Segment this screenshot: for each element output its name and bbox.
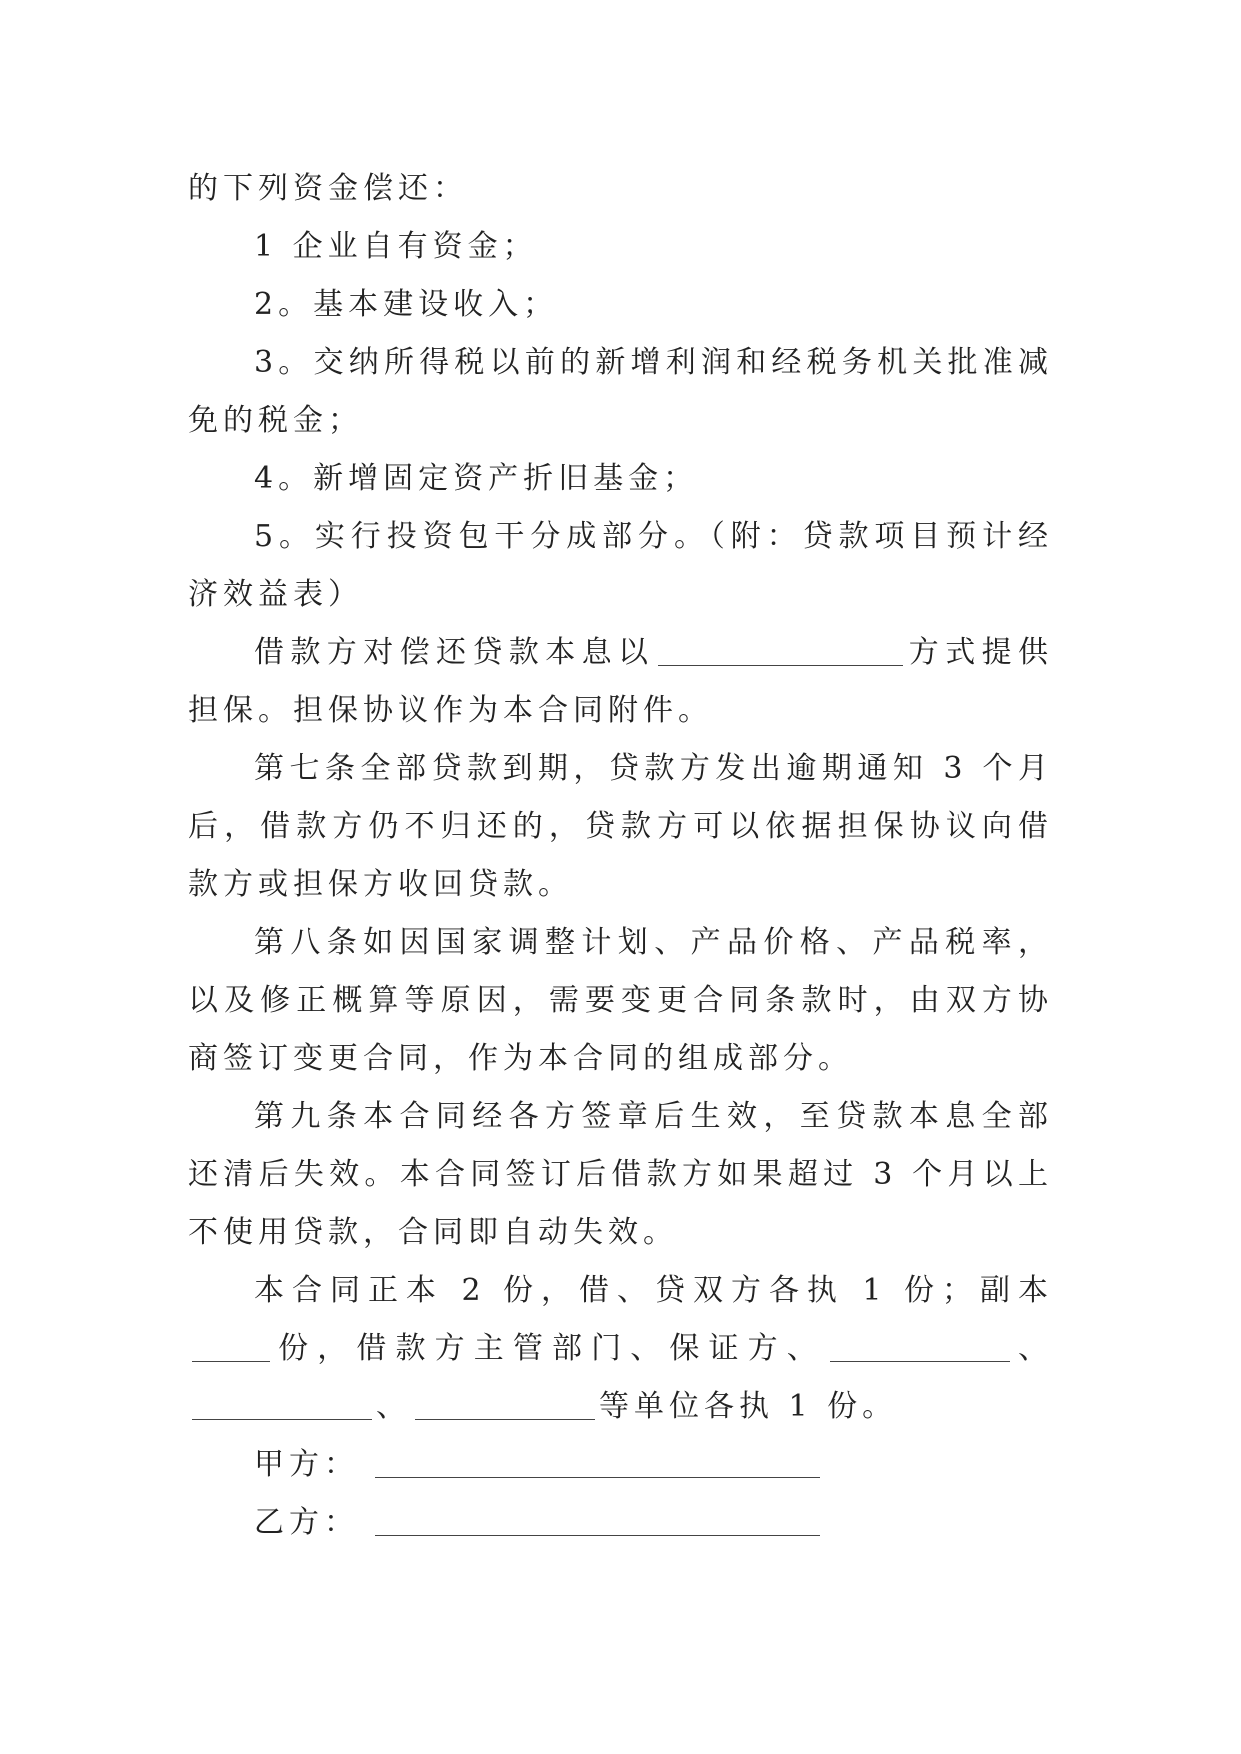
copies-paragraph [188, 1262, 1053, 1436]
unit-blank-2[interactable] [192, 1389, 372, 1420]
party-b-line [188, 1494, 1053, 1552]
copies-separator-2: 、 [376, 1389, 411, 1424]
guarantee-text-start: 借款方对偿还贷款本息以 [254, 635, 655, 670]
list-item-5: 5。实行投资包干分成部分。（附：贷款项目预计经济效益表） [188, 519, 1053, 612]
article-9: 第九条本合同经各方签章后生效，至贷款本息全部还清后失效。本合同签订后借款方如果超过 3 个月以上不使用贷款，合同即自动失效。 [188, 1099, 1053, 1250]
copies-text-mid: 份，借款方主管部门、保证方、 [274, 1331, 826, 1366]
list-item-4: 4。新增固定资产折旧基金； [254, 461, 699, 496]
list-item-1: 1 企业自有资金； [254, 229, 538, 264]
list-item-3: 3。交纳所得税以前的新增利润和经税务机关批准减免的税金； [188, 345, 1053, 438]
unit-blank-3[interactable] [415, 1389, 595, 1420]
paragraph-continued: 的下列资金偿还： [188, 171, 468, 206]
party-a-signature-blank[interactable] [375, 1447, 820, 1478]
document-body [188, 160, 1053, 1552]
list-item-2: 2。基本建设收入； [254, 287, 559, 322]
party-b-signature-blank[interactable] [375, 1505, 820, 1536]
copies-text-start: 本合同正本 2 份，借、贷双方各执 1 份；副本 [254, 1273, 1053, 1308]
copies-count-blank[interactable] [192, 1331, 270, 1362]
guarantee-method-blank[interactable] [658, 635, 903, 666]
party-b-label: 乙方： [254, 1505, 359, 1540]
party-a-line [188, 1436, 1053, 1494]
copies-text-end: 等单位各执 1 份。 [599, 1389, 898, 1424]
guarantee-text-end: 方式提供担保。担保协议作为本合同附件。 [188, 635, 1054, 728]
guarantee-paragraph [188, 624, 1053, 740]
copies-separator-1: 、 [1013, 1331, 1053, 1366]
unit-blank-1[interactable] [830, 1331, 1010, 1362]
article-8: 第八条如因国家调整计划、产品价格、产品税率，以及修正概算等原因，需要变更合同条款时，由双方协商签订变更合同，作为本合同的组成部分。 [188, 925, 1053, 1076]
article-7: 第七条全部贷款到期，贷款方发出逾期通知 3 个月后，借款方仍不归还的，贷款方可以依据担保协议向借款方或担保方收回贷款。 [188, 751, 1053, 902]
party-a-label: 甲方： [254, 1447, 359, 1482]
